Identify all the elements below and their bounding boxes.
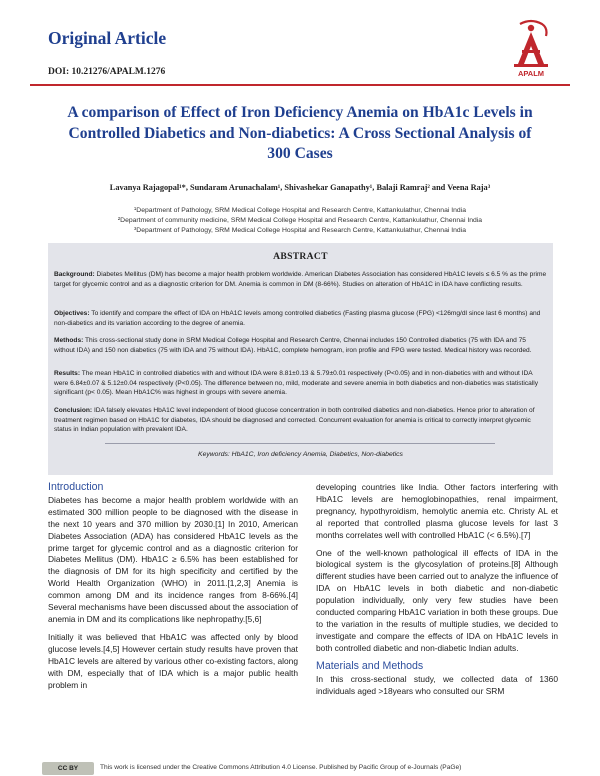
methods-heading: Materials and Methods: [316, 659, 424, 672]
introduction-heading: Introduction: [48, 481, 104, 493]
license-text: This work is licensed under the Creative Commons Attribution 4.0 License. Published by Pacific Group of e-Journals (PaGe): [100, 764, 462, 771]
abstract-background: [54, 270, 548, 289]
introduction-paragraph: Initially it was believed that HbA1C was affected only by blood glucose levels.[4,5] However certain study results have proven that HbA1C levels are altered by various other co-existing factors, along with DM, especially that of IDA which is a major public health problem in: [48, 631, 298, 690]
abstract-conclusion-text: IDA falsely elevates HbA1C level independent of blood glucose concentration in both controlled diabetics and non-diabetics. Hence prior to alteration of treatment regimen based on HbA1C for diabetes, IDA should be diagnosed and corrected. Concurrent evaluation for anemia is critical to correctly interpret glycemic status in Indian population with prevalent IDA.: [54, 407, 535, 434]
abstract-results: [54, 369, 548, 398]
article-type-label: Original Article: [48, 28, 167, 48]
keywords-divider: [105, 443, 495, 444]
introduction-paragraph: Diabetes has become a major health problem worldwide with an estimated 300 million people to be diagnosed with the disease in the next 10 years and 370 million by 2030.[1] In 2010, American Diabetes Association (ADA) has considered HbA1C levels as the prime target for glycemic control and as a diagnostic criterion for Diabetes Mellitus (DM). HbA1C ≥ 6.5% has been established for the diagnosis of DM for its high specificity and certified by the World Health Organization (WHO) in 2011.[1,2,3] Anemia is common among DM and its incidence ranges from 8-66%.[4] Several mechanisms have been discussed about the association of anemia in DM and its complications like nephropathy.[5,6]: [48, 494, 298, 624]
affiliations: [40, 206, 560, 236]
abstract-conclusion-label: Conclusion:: [54, 407, 93, 414]
body-paragraph: One of the well-known pathological ill effects of IDA in the biological system is the glycosylation of proteins.[8] Although different studies have been carried out to analyze the influence of IDA on HbA1C levels in both diabetic and non-diabetic population individually, only very few studies have been conducted comparing HbA1C variation in both these groups. Due to the variation in the results of multiple studies, we decided to investigate and compare the effects of IDA on HbA1C levels in both controlled diabetic and non-diabetic Indian adults.: [316, 547, 558, 653]
header-divider: [30, 84, 570, 86]
cc-license-badge[interactable]: CC BY: [42, 762, 94, 775]
abstract-methods-label: Methods:: [54, 337, 84, 344]
abstract-background-label: Background:: [54, 271, 95, 278]
abstract-objectives-label: Objectives:: [54, 310, 90, 317]
body-column-left: [48, 482, 298, 697]
abstract-methods: [54, 336, 548, 355]
author-list: Lavanya Rajagopal¹*, Sundaram Arunachalam¹, Shivashekar Ganapathy¹, Balaji Ramraj² and Veena Raja³: [109, 183, 491, 192]
abstract-results-text: The mean HbA1C in controlled diabetics with and without IDA were 8.81±0.13 & 5.79±0.01 respectively (P<0.05) and in non-diabetics with and without IDA were 6.84±0.07 & 5.12±0.04 respectively (P<0.05). The difference between no, mild, moderate and severe anemia in both diabetics and non-diabetics was statistically significant (p< 0.05). Mean HbA1C% was highest in groups with severe anemia.: [54, 370, 539, 397]
abstract-conclusion: [54, 406, 548, 435]
affiliation-line: ¹Department of Pathology, SRM Medical College Hospital and Research Centre, Kattankulathur, Chennai India: [134, 207, 466, 214]
abstract-background-text: Diabetes Mellitus (DM) has become a major health problem worldwide. American Diabetes Association has considered HbA1C levels ≤ 6.5 % as the prime target for glycemic control and as a diagnostic criterion for DM. Anemia is common in DM (8-66%). Studies on alteration of HbA1C in IDA have conflicting results.: [54, 271, 547, 288]
logo-text: APALM: [517, 69, 545, 78]
affiliation-line: ²Department of community medicine, SRM Medical College Hospital and Research Centre, Kattankulathur, Chennai India: [117, 217, 483, 224]
abstract-objectives-text: To identify and compare the effect of IDA on HbA1C levels among controlled diabetics (Fasting plasma glucose (FPG) <126mg/dl since last 6 months) and non-diabetics and its variation according to the degree of anemia.: [54, 310, 541, 327]
abstract-methods-text: This cross-sectional study done in SRM Medical College Hospital and Research Centre, Chennai includes 150 Controlled diabetics (75 with IDA and 75 without IDA) and 150 non diabetics (75 with IDA and 75 without IDA). HbA1C, complete hemogram, iron profile and FPG were tested. Medical history was recorded.: [54, 337, 532, 354]
apalm-logo-icon: [500, 18, 562, 70]
abstract-objectives: [54, 309, 548, 328]
article-title: A comparison of Effect of Iron Deficiency Anemia on HbA1c Levels in Controlled Diabetics and Non-diabetics: A Cross Sectional Analysis of 300 Cases: [67, 104, 533, 162]
methods-paragraph: In this cross-sectional study, we collected data of 1360 individuals aged >18years who consulted our SRM: [316, 673, 558, 696]
affiliation-line: ³Department of Pathology, SRM Medical College Hospital and Research Centre, Kattankulathur, Chennai India: [134, 227, 466, 234]
abstract-results-label: Results:: [54, 370, 81, 377]
keywords-line: Keywords: HbA1C, Iron deficiency Anemia, Diabetics, Non-diabetics: [198, 451, 403, 458]
abstract-heading: ABSTRACT: [273, 251, 328, 262]
license-footer: [42, 762, 562, 776]
body-column-right: [316, 482, 558, 703]
journal-logo: [500, 18, 562, 78]
doi-text: DOI: 10.21276/APALM.1276: [48, 67, 166, 77]
body-paragraph: developing countries like India. Other factors interfering with HbA1C levels are hemoglobinopathies, renal impairment, pregnancy, hypothyroidism, hemolytic anemia etc. Christy AL et al reported that controlled plasma glucose levels for last 3 months correlates well with controlled HbA1C (< 6.5%).[7]: [316, 482, 558, 540]
